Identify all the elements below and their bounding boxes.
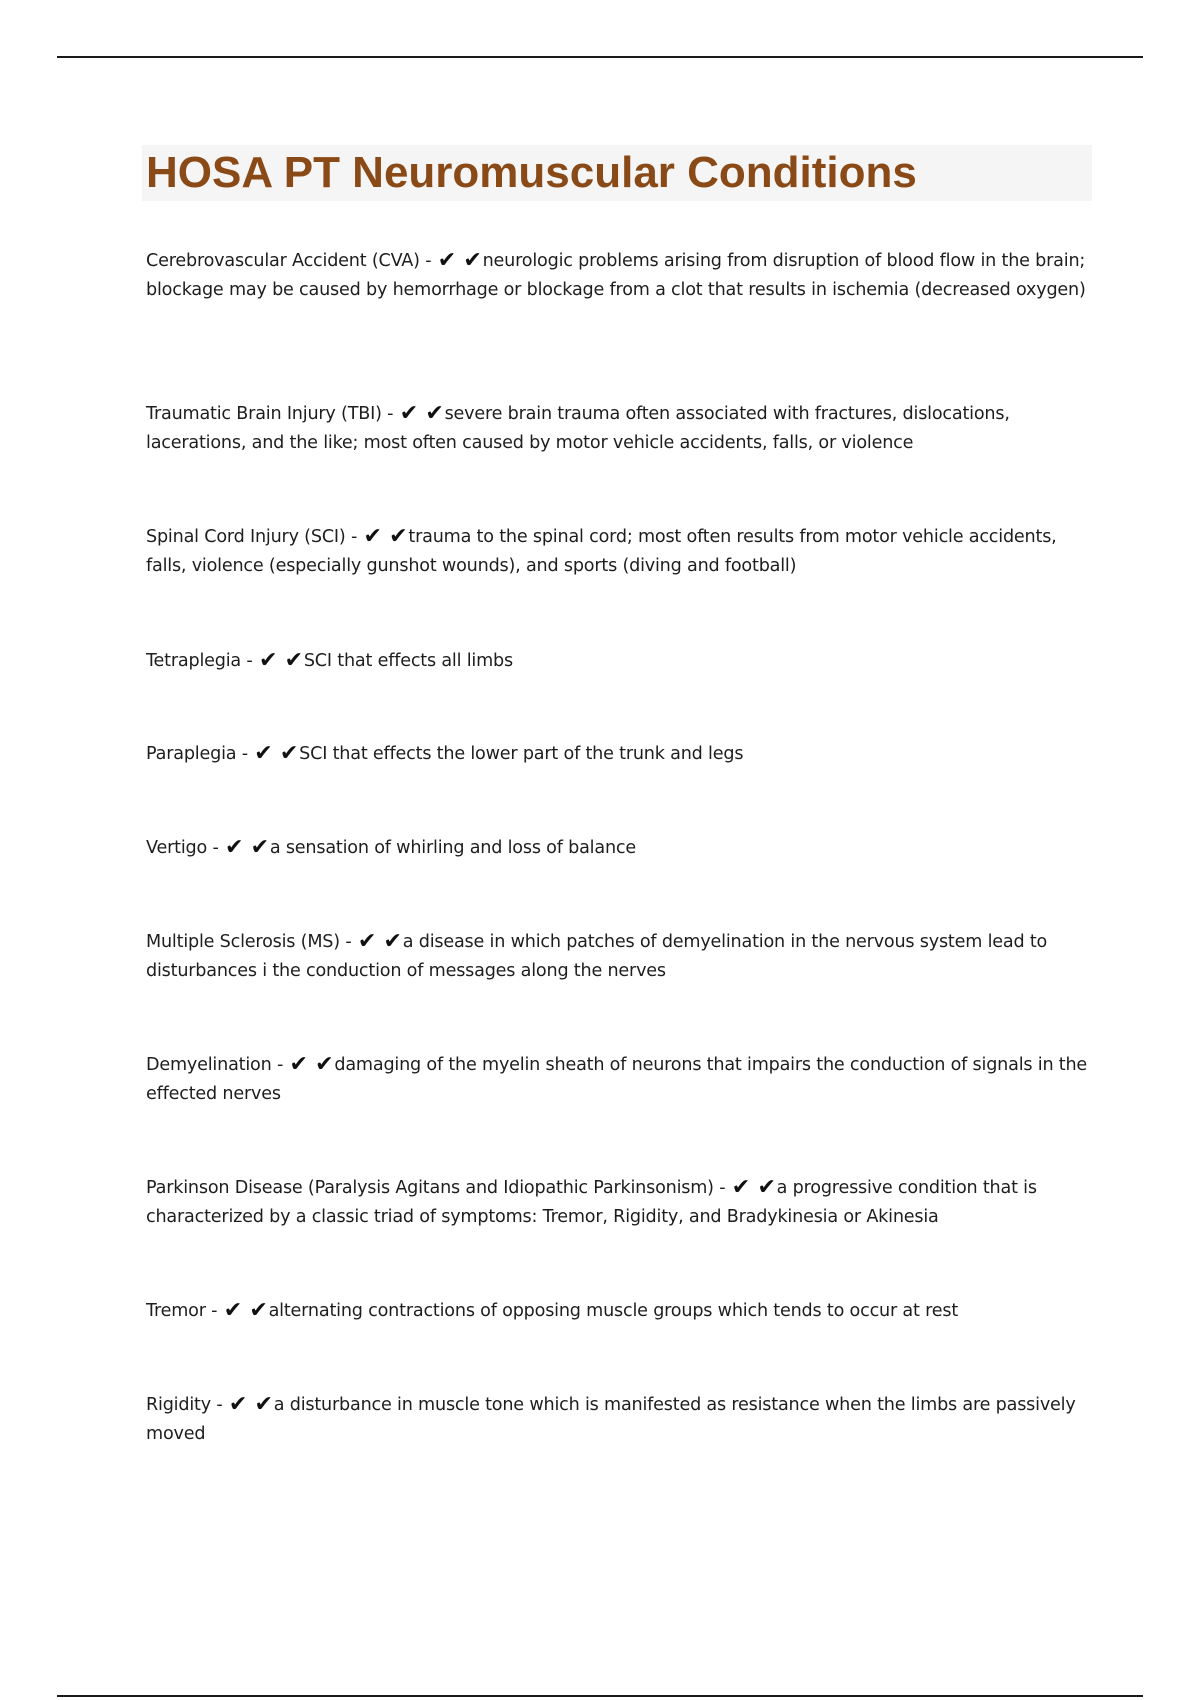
entry	[146, 247, 1096, 305]
check-icon: ✔	[279, 741, 299, 766]
check-icon: ✔	[463, 248, 482, 273]
entry-separator: -	[210, 1395, 228, 1415]
entry	[146, 740, 1096, 769]
entry-term: Vertigo	[146, 838, 208, 858]
entry-separator: -	[236, 744, 254, 764]
entry-definition: trauma to the spinal cord; most often results from motor vehicle accidents, falls, violence (especially gunshot wounds), and sports (diving and football)	[146, 527, 1057, 576]
entry-definition: a sensation of whirling and loss of balance	[269, 838, 637, 858]
entry	[146, 834, 1096, 863]
entry-definition: SCI that effects all limbs	[303, 651, 513, 671]
entry-definition: a disease in which patches of demyelination in the nervous system lead to disturbances i the conduction of messages along the nerves	[146, 932, 1048, 981]
entry-term: Tetraplegia	[146, 651, 242, 671]
check-icon: ✔	[757, 1175, 776, 1200]
check-icon: ✔	[258, 648, 278, 673]
check-icon: ✔	[383, 929, 402, 954]
check-icon: ✔	[357, 929, 377, 954]
document-title: HOSA PT Neuromuscular Conditions	[146, 148, 917, 197]
check-icon: ✔	[399, 401, 418, 426]
entry	[146, 523, 1096, 581]
entry-term: Paraplegia	[146, 744, 237, 764]
check-icon: ✔	[228, 1392, 248, 1417]
entry-separator: -	[713, 1178, 731, 1198]
entry-definition: neurologic problems arising from disruption of blood flow in the brain; blockage may be caused by hemorrhage or blockage from a clot that results in ischemia (decreased oxygen)	[146, 251, 1086, 300]
check-icon: ✔	[437, 248, 456, 273]
entry	[146, 928, 1096, 986]
check-icon: ✔	[315, 1052, 334, 1077]
entry	[146, 1174, 1096, 1232]
entry-separator: -	[271, 1055, 289, 1075]
entry-definition: damaging of the myelin sheath of neurons that impairs the conduction of signals in the effected nerves	[146, 1055, 1088, 1104]
check-icon: ✔	[224, 835, 244, 860]
entry-separator: -	[419, 251, 437, 271]
entry-term: Demyelination	[146, 1055, 272, 1075]
entry	[146, 1051, 1096, 1109]
check-icon: ✔	[425, 401, 444, 426]
entry-separator: -	[241, 651, 258, 671]
check-icon: ✔	[254, 1392, 273, 1417]
entry-separator: -	[205, 1301, 223, 1321]
check-icon: ✔	[363, 524, 382, 549]
entry	[146, 400, 1096, 458]
check-icon: ✔	[731, 1175, 751, 1200]
check-icon: ✔	[254, 741, 273, 766]
entry-separator: -	[381, 404, 399, 424]
entry-term: Cerebrovascular Accident (CVA)	[146, 251, 420, 271]
entry-separator: -	[207, 838, 224, 858]
entry-term: Parkinson Disease (Paralysis Agitans and Idiopathic Parkinsonism)	[146, 1178, 714, 1198]
entry-separator: -	[345, 527, 363, 547]
entry-separator: -	[339, 932, 357, 952]
check-icon: ✔	[289, 1052, 308, 1077]
entry-definition: SCI that effects the lower part of the trunk and legs	[299, 744, 744, 764]
entry-definition: a progressive condition that is characterized by a classic triad of symptoms: Tremor, Rigidity, and Bradykinesia or Akinesia	[146, 1178, 1037, 1227]
check-icon: ✔	[389, 524, 408, 549]
entry-definition: severe brain trauma often associated with fractures, dislocations, lacerations, and the like; most often caused by motor vehicle accidents, falls, or violence	[146, 404, 1010, 453]
bottom-rule	[57, 1695, 1143, 1697]
check-icon: ✔	[223, 1298, 242, 1323]
entry-term: Tremor	[146, 1301, 206, 1321]
entry	[146, 1391, 1096, 1449]
entry-definition: alternating contractions of opposing muscle groups which tends to occur at rest	[268, 1301, 959, 1321]
entry	[146, 1297, 1096, 1326]
check-icon: ✔	[250, 835, 269, 860]
entry-term: Traumatic Brain Injury (TBI)	[146, 404, 382, 424]
entry-term: Spinal Cord Injury (SCI)	[146, 527, 346, 547]
top-rule	[57, 56, 1143, 58]
check-icon: ✔	[249, 1298, 268, 1323]
entry	[146, 647, 1096, 676]
entry-term: Multiple Sclerosis (MS)	[146, 932, 340, 952]
entry-definition: a disturbance in muscle tone which is manifested as resistance when the limbs are passively moved	[146, 1395, 1076, 1444]
check-icon: ✔	[284, 648, 303, 673]
entry-term: Rigidity	[146, 1395, 211, 1415]
